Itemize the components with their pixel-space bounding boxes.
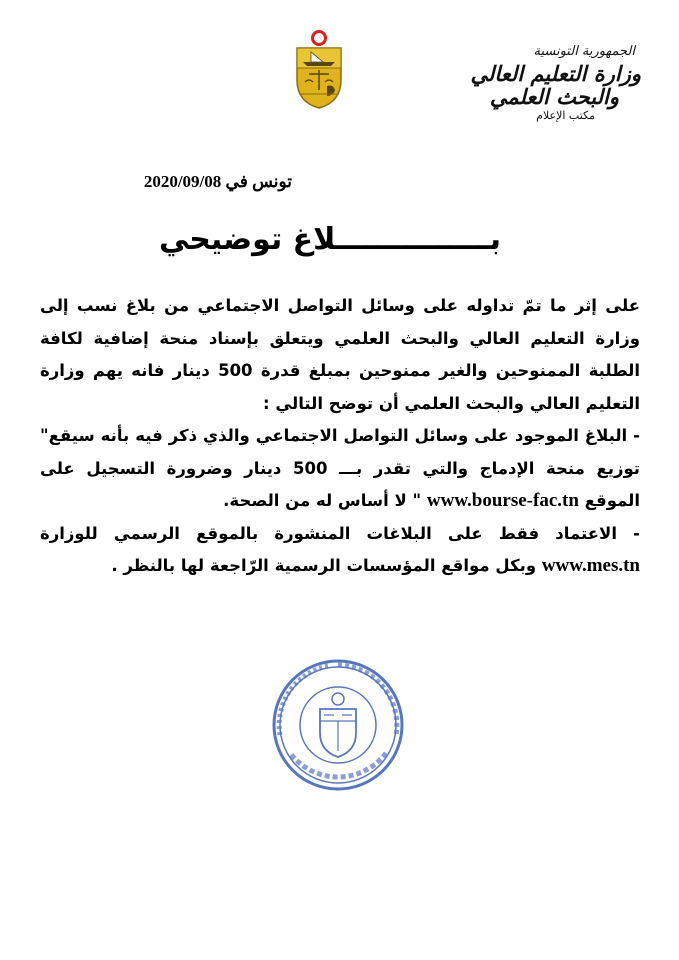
communique-body	[40, 290, 640, 583]
point-1-end: " لا أساس له من الصحة.	[223, 491, 422, 510]
point-1	[40, 420, 640, 518]
ministry-name-continued: والبحث العلمي	[489, 84, 619, 109]
date-prefix: تونس في	[225, 172, 292, 191]
mes-link[interactable]: www.mes.tn	[541, 555, 640, 576]
republic-label: الجمهورية التونسية	[533, 44, 635, 59]
official-stamp	[268, 655, 408, 795]
point-1-text: - البلاغ الموجود على وسائل التواصل الاجتماعي والذي ذكر فيه بأنه سيقع" توزيع منحة الإدماج والتي تقدر بـــ 500 دينار وضرورة التسجيل على الموقع	[40, 426, 640, 510]
stamp-seal-icon	[268, 655, 408, 795]
page-title: بـــــــــــــــلاغ توضيحي	[158, 222, 502, 257]
date-value: 2020/09/08	[143, 172, 222, 191]
point-2	[40, 518, 640, 583]
point-2-end: وبكل مواقع المؤسسات الرسمية الرّاجعة لها بالنظر .	[111, 556, 537, 575]
point-2-text: - الاعتماد فقط على البلاغات المنشورة بالموقع الرسمي للوزارة	[40, 523, 640, 543]
document-date	[92, 172, 292, 192]
office-label: مكتب الإعلام	[536, 109, 595, 122]
intro-paragraph: على إثر ما تمّ تداوله على وسائل التواصل الاجتماعي من بلاغ نسب إلى وزارة التعليم العالي والبحث العلمي ويتعلق بإسناد منحة إضافية لكافة الطلبة الممنوحين والغير ممنوحين بمبلغ قدرة 500 دينار فانه يهم وزارة التعليم العالي والبحث العلمي أن توضح التالي :	[40, 296, 640, 413]
coat-of-arms-icon	[291, 28, 347, 110]
bourse-fac-link[interactable]: www.bourse-fac.tn	[426, 490, 579, 511]
stamp-text	[268, 655, 269, 656]
ministry-name: وزارة التعليم العالي	[470, 61, 641, 86]
ministry-header	[441, 44, 641, 122]
